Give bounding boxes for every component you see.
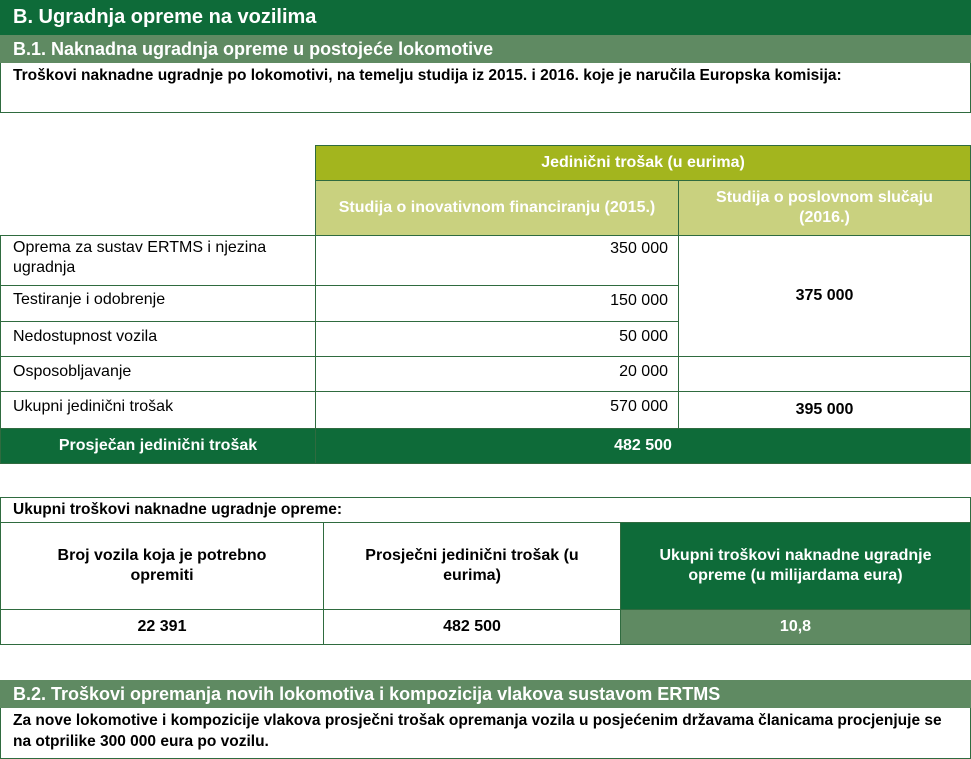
section-b-title: B. Ugradnja opreme na vozilima: [0, 0, 971, 35]
row-value-testing: 150 000: [315, 285, 679, 322]
section-b2-title: B.2. Troškovi opremanja novih lokomotiva i kompozicija vlakova sustavom ERTMS: [0, 680, 971, 708]
unit-cost-group-header: Jedinični trošak (u eurima): [315, 145, 971, 181]
total-costs-title: Ukupni troškovi naknadne ugradnje opreme:: [0, 497, 971, 523]
total-cost-value: 10,8: [620, 609, 971, 645]
section-b1-title: B.1. Naknadna ugradnja opreme u postojeće lokomotive: [0, 35, 971, 63]
average-label: Prosječan jedinični trošak: [0, 428, 316, 464]
row-value-unavailability: 50 000: [315, 321, 679, 357]
vehicles-header: Broj vozila koja je potrebno opremiti: [0, 522, 324, 610]
merged-value-2016: 375 000: [678, 235, 971, 357]
row-label-unavailability: Nedostupnost vozila: [0, 321, 316, 357]
avg-cost-header: Prosječni jedinični trošak (u eurima): [323, 522, 621, 610]
row-value-total-2015: 570 000: [315, 391, 679, 429]
row-label-total: Ukupni jedinični trošak: [0, 391, 316, 429]
total-cost-header: Ukupni troškovi naknadne ugradnje opreme (u milijardama eura): [620, 522, 971, 610]
col-header-2015: Studija o inovativnom financiranju (2015.): [315, 180, 679, 236]
col-header-2016: Studija o poslovnom slučaju (2016.): [678, 180, 971, 236]
vehicles-value: 22 391: [0, 609, 324, 645]
row-label-testing: Testiranje i odobrenje: [0, 285, 316, 322]
row-value-equipment: 350 000: [315, 235, 679, 286]
row-value-training: 20 000: [315, 356, 679, 392]
section-b1-description: Troškovi naknadne ugradnje po lokomotivi, na temelju studija iz 2015. i 2016. koje je naručila Europska komisija:: [0, 63, 971, 113]
average-value: 482 500: [315, 428, 971, 464]
empty-cell-2016-training: [678, 356, 971, 392]
section-b2-description: Za nove lokomotive i kompozicije vlakova prosječni trošak opremanja vozila u posjećenim državama članicama procjenjuje se na otprilike 300 000 eura po vozilu.: [0, 708, 971, 759]
row-label-training: Osposobljavanje: [0, 356, 316, 392]
avg-cost-value: 482 500: [323, 609, 621, 645]
row-value-total-2016: 395 000: [678, 391, 971, 429]
row-label-equipment: Oprema za sustav ERTMS i njezina ugradnja: [0, 235, 316, 286]
